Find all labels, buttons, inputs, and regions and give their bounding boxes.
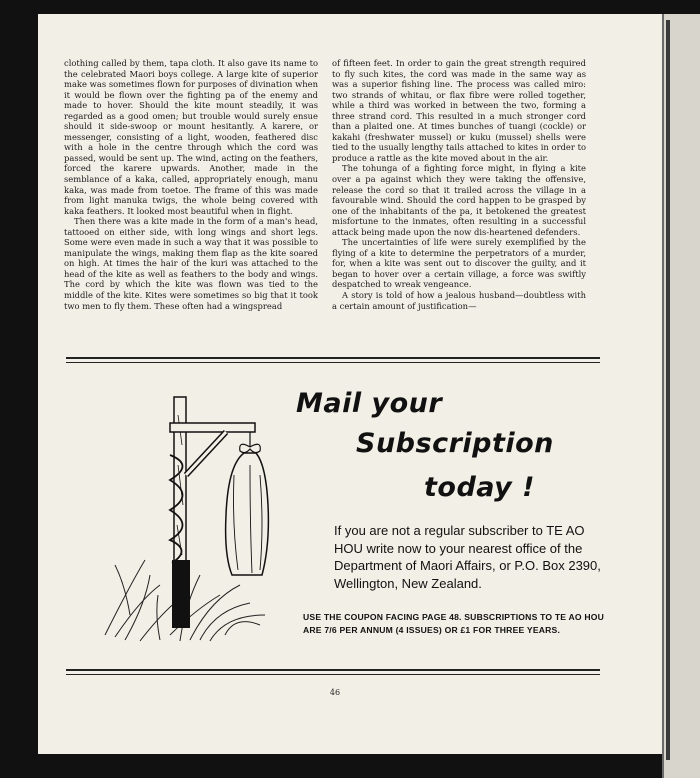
binding-strip bbox=[666, 20, 670, 760]
article-paragraph: of fifteen feet. In order to gain the great strength required to fly such kites, the cord was made in the same way as was a superior fishing line. The process was called miro: two strands of whitau, or flax fibre were rolled together, while a third was worked in between the two, forming a three strand cord. This resulted in a much stronger cord than a plaited one. At times bunches of tuangi (cockle) or kakahi (freshwater mussel) or kuku (mussel) shells were tied to the usually lengthy tails attached to kites in order to produce a rattle as the kite moved about in the air. bbox=[332, 58, 586, 163]
advert-top-rule-thin bbox=[66, 362, 600, 363]
advert-top-rule bbox=[66, 357, 600, 359]
mailbox-post-illustration bbox=[100, 385, 270, 645]
advert-subscription-note: USE THE COUPON FACING PAGE 48. SUBSCRIPTIONS TO TE AO HOU ARE 7/6 PER ANNUM (4 ISSUES) OR £1 FOR THREE YEARS. bbox=[303, 612, 605, 636]
article-paragraph: Then there was a kite made in the form of a man's head, tattooed on either side, with long wings and short legs. Some were even made in such a way that it was possible to manipulate the wings, making them flap as the kite soared on high. At times the hair of the kuri was attached to the head of the kite as well as feathers to the body and wings. The cord by which the kite was flown was tied to the middle of the kite. Kites were sometimes so big that it took two men to fly them. These often had a wingspread bbox=[64, 216, 318, 311]
advert-bottom-rule-thin bbox=[66, 674, 600, 675]
headline-line-2: Subscription bbox=[356, 428, 554, 459]
article-paragraph: A story is told of how a jealous husband—doubtless with a certain amount of justification— bbox=[332, 290, 586, 311]
article-right-column bbox=[332, 58, 586, 311]
advert-bottom-rule bbox=[66, 669, 600, 671]
article-paragraph: The tohunga of a fighting force might, in flying a kite over a pa against which they were taking the offensive, release the cord so that it trailed across the village in a favourable wind. Should the cord happen to be grasped by one of the inhabitants of the pa, it betokened the greatest misfortune to the inmates, often resulting in a successful attack being made upon the now dis-heartened defenders. bbox=[332, 163, 586, 237]
advert-body-text: If you are not a regular subscriber to TE AO HOU write now to your nearest office of the Department of Maori Affairs, or P.O. Box 2390, Wellington, New Zealand. bbox=[334, 523, 601, 591]
article-left-column bbox=[64, 58, 318, 311]
headline-line-3: today ! bbox=[424, 472, 535, 503]
article-paragraph: The uncertainties of life were surely exemplified by the flying of a kite to determine the perpetrators of a murder, for, when a kite was sent out to discover the guilty, and it began to hover over a certain village, a force was swiftly despatched to wreak vengeance. bbox=[332, 237, 586, 290]
page-number: 46 bbox=[329, 688, 341, 697]
headline-line-1: Mail your bbox=[296, 388, 443, 419]
article-paragraph: clothing called by them, tapa cloth. It also gave its name to the celebrated Maori boys college. A large kite of superior make was sometimes flown for purposes of divination when it would be flown over the fighting pa of the enemy and made to hover. Should the kite mount steadily, it was regarded as a good omen; but trouble would surely ensue should it side-swoop or mount hesitantly. A karere, or messenger, consisting of a light, wooden, feathered disc with a hole in the centre through which the cord was passed, would be sent up. The wind, acting on the feathers, forced the karere upwards. Another, made in the semblance of a kaka, called, appropriately enough, manu kaka, was made from toetoe. The frame of this was made from light manuka twigs, the whole being covered with kaka feathers. It looked most beautiful when in flight. bbox=[64, 58, 318, 216]
